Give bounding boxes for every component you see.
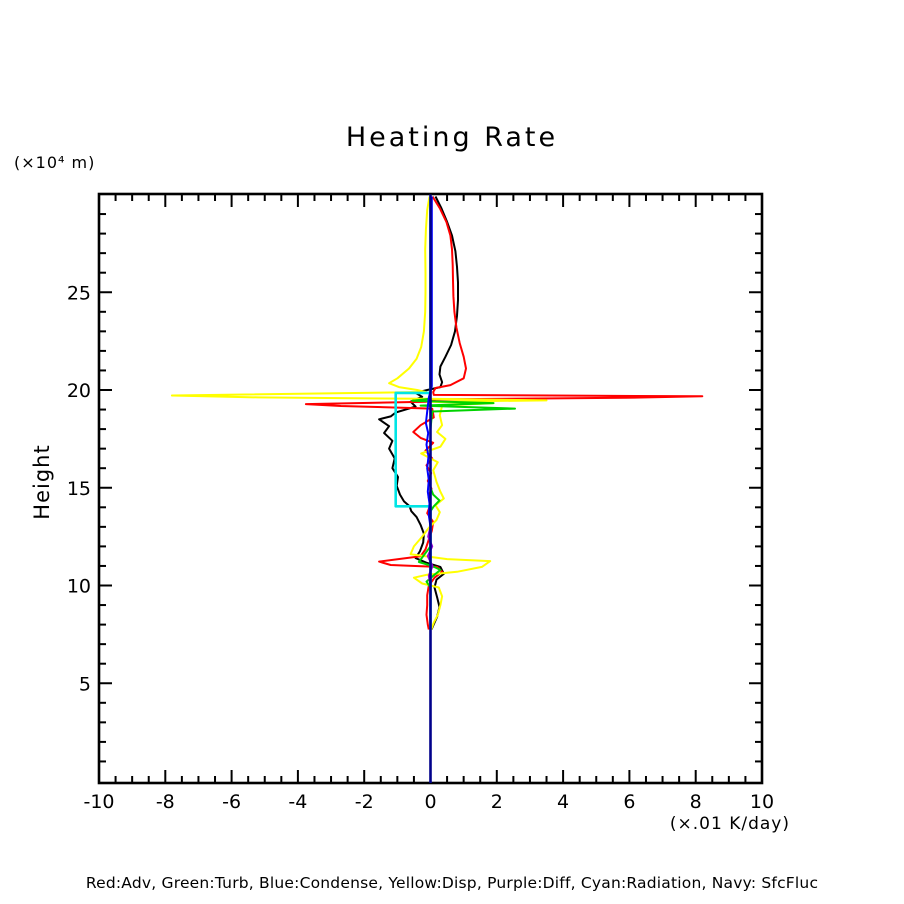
y-tick-label: 15 [66,477,91,500]
x-tick-label: -2 [354,791,374,813]
x-tick-label: 4 [557,791,570,813]
x-tick-labels [83,791,774,813]
series-disp [172,197,547,630]
x-axis-unit-label: (×.01 K/day) [669,814,790,834]
x-tick-label: -6 [222,791,242,813]
series-group [172,195,702,784]
y-tick-label: 5 [78,673,91,696]
y-axis-title: Height [30,444,54,520]
x-tick-label: -8 [155,791,175,813]
legend-text: Red:Adv, Green:Turb, Blue:Condense, Yellow:Disp, Purple:Diff, Cyan:Radiation, Navy: SfcFluc [85,874,819,892]
x-tick-label: -10 [83,791,115,813]
y-tick-label: 25 [66,282,91,305]
y-axis-unit-label: (×10⁴ m) [14,153,96,172]
x-tick-label: 8 [689,791,702,813]
y-tick-label: 10 [66,575,91,598]
x-tick-label: 6 [623,791,636,813]
x-tick-label: 2 [490,791,503,813]
x-tick-label: -4 [288,791,308,813]
series-adv [306,197,702,630]
x-tick-label: 0 [424,791,437,813]
y-tick-label: 20 [66,380,91,402]
x-tick-label: 10 [749,791,775,813]
page-title: Heating Rate [345,122,559,153]
y-tick-labels [67,282,91,695]
